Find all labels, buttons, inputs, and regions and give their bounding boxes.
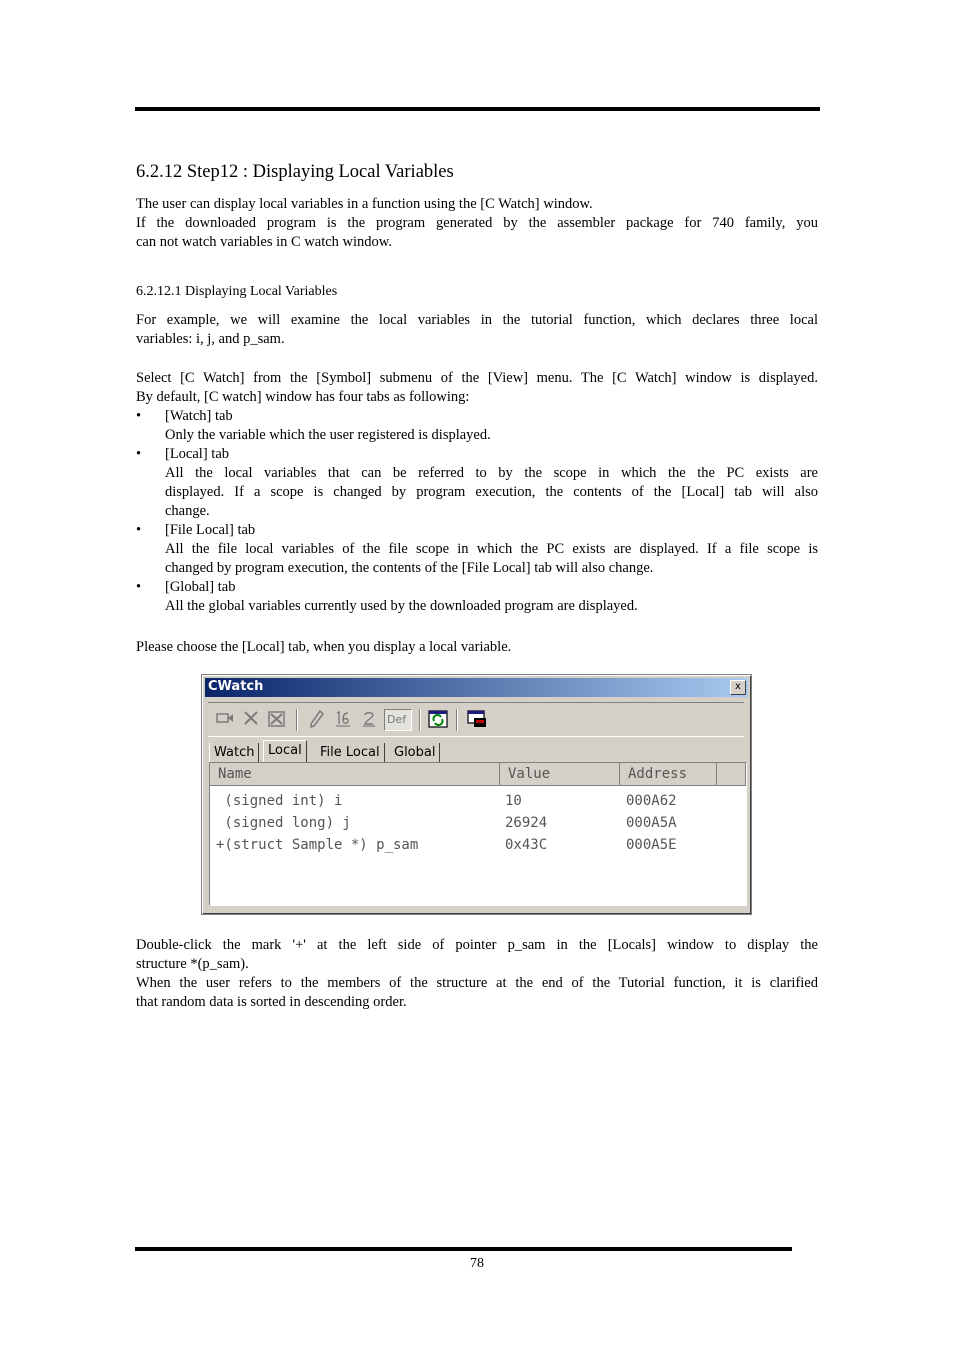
- intro-line: If the downloaded program is the program generated by the assembler package for 740 family, you: [136, 215, 818, 231]
- list-item-desc: displayed. If a scope is changed by program execution, the contents of the [Local] tab will also: [165, 484, 818, 500]
- toolbar-separator: [456, 709, 458, 731]
- window-icon[interactable]: [466, 710, 488, 730]
- toolbar: [208, 702, 744, 737]
- bullet-icon: •: [136, 446, 142, 462]
- tab-watch[interactable]: Watch: [209, 743, 259, 762]
- list-item: [136, 521, 818, 578]
- column-header-name[interactable]: Name: [210, 763, 500, 786]
- list-item-desc: All the file local variables of the file scope in which the PC exists are displayed. If a file scope is: [165, 541, 818, 557]
- header-rule: [135, 107, 820, 111]
- example-line: For example, we will examine the local variables in the tutorial function, which declares three local: [136, 312, 818, 328]
- variable-name[interactable]: (signed int) i: [216, 793, 343, 809]
- cwatch-window: [201, 674, 752, 915]
- list-item: [136, 578, 818, 616]
- radix-2-icon[interactable]: [358, 710, 380, 730]
- after-paragraph: [136, 936, 818, 1012]
- variable-list: [209, 762, 747, 906]
- delete-icon[interactable]: [240, 710, 262, 730]
- tab-file-local[interactable]: File Local: [316, 743, 385, 762]
- select-paragraph: [136, 369, 818, 407]
- list-item-desc: All the global variables currently used by the downloaded program are displayed.: [165, 598, 638, 614]
- close-icon: x: [735, 681, 741, 692]
- tab-global[interactable]: Global: [390, 743, 440, 762]
- tab-local[interactable]: Local: [263, 740, 307, 764]
- list-item-desc: All the local variables that can be referred to by the scope in which the the PC exists are: [165, 465, 818, 481]
- intro-paragraph: [136, 195, 818, 252]
- column-header-address[interactable]: Address: [620, 763, 717, 786]
- variable-address[interactable]: 000A5E: [626, 837, 677, 853]
- svg-text:Def: Def: [387, 713, 407, 726]
- select-line: By default, [C watch] window has four tabs as following:: [136, 389, 470, 405]
- column-header-filler: [717, 763, 746, 786]
- add-watch-icon[interactable]: [214, 710, 236, 730]
- after-line: Double-click the mark '+' at the left side of pointer p_sam in the [Locals] window to display the: [136, 937, 818, 953]
- bullet-icon: •: [136, 408, 142, 424]
- variable-value[interactable]: 10: [505, 793, 522, 809]
- bullet-icon: •: [136, 579, 142, 595]
- list-item: [136, 407, 818, 445]
- column-header-value[interactable]: Value: [500, 763, 620, 786]
- list-item: [136, 445, 818, 521]
- after-line: structure *(p_sam).: [136, 956, 249, 972]
- page-number: 78: [470, 1256, 484, 1271]
- radix-16-icon[interactable]: [332, 710, 354, 730]
- variable-address[interactable]: 000A62: [626, 793, 677, 809]
- variable-name[interactable]: (signed long) j: [216, 815, 351, 831]
- intro-line: can not watch variables in C watch window.: [136, 234, 392, 250]
- close-button[interactable]: [730, 680, 746, 695]
- edit-icon[interactable]: [306, 710, 328, 730]
- list-item-title: [Watch] tab: [165, 408, 233, 424]
- choose-paragraph: Please choose the [Local] tab, when you display a local variable.: [136, 639, 512, 655]
- list-item-desc: changed by program execution, the contents of the [File Local] tab will also change.: [165, 560, 654, 576]
- window-titlebar[interactable]: [205, 678, 748, 697]
- delete-all-icon[interactable]: [266, 710, 288, 730]
- section-heading: 6.2.12 Step12 : Displaying Local Variables: [136, 162, 454, 182]
- variable-value[interactable]: 26924: [505, 815, 548, 831]
- select-line: Select [C Watch] from the [Symbol] submenu of the [View] menu. The [C Watch] window is displayed.: [136, 370, 818, 386]
- intro-line: The user can display local variables in a function using the [C Watch] window.: [136, 196, 593, 212]
- tab-list: [136, 407, 818, 616]
- example-line: variables: i, j, and p_sam.: [136, 331, 285, 347]
- list-item-desc: change.: [165, 503, 210, 519]
- after-line: When the user refers to the members of the structure at the end of the Tutorial function, it is clarified: [136, 975, 818, 991]
- default-radix-icon[interactable]: [384, 709, 412, 731]
- tab-strip: [209, 740, 749, 762]
- list-item-title: [Global] tab: [165, 579, 236, 595]
- example-paragraph: [136, 311, 818, 349]
- subsection-heading: 6.2.12.1 Displaying Local Variables: [136, 284, 338, 299]
- refresh-icon[interactable]: [427, 710, 449, 730]
- variable-value[interactable]: 0x43C: [505, 837, 548, 853]
- list-item-desc: Only the variable which the user registered is displayed.: [165, 427, 491, 443]
- toolbar-separator: [419, 709, 421, 731]
- list-item-title: [File Local] tab: [165, 522, 256, 538]
- variable-name[interactable]: +(struct Sample *) p_sam: [216, 837, 419, 853]
- toolbar-separator: [296, 709, 298, 731]
- list-item-title: [Local] tab: [165, 446, 230, 462]
- after-line: that random data is sorted in descending order.: [136, 994, 407, 1010]
- bullet-icon: •: [136, 522, 142, 538]
- footer-rule: [135, 1247, 792, 1251]
- variable-address[interactable]: 000A5A: [626, 815, 677, 831]
- window-title: CWatch: [208, 679, 264, 694]
